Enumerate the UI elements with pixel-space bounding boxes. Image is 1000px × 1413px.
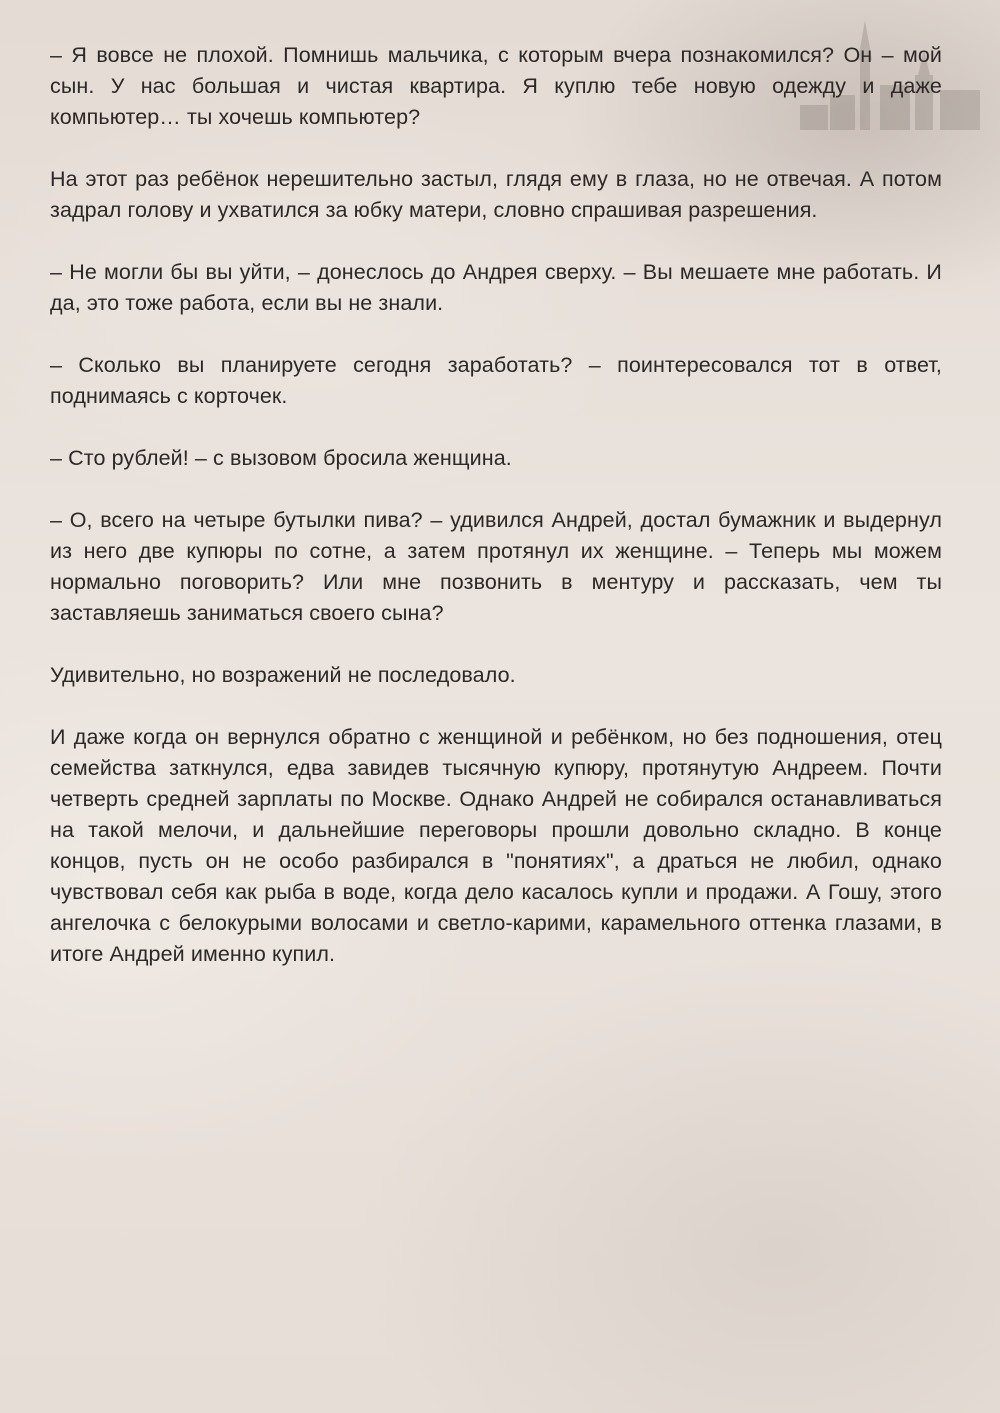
- paragraph-6: – О, всего на четыре бутылки пива? – удивился Андрей, достал бумажник и выдернул из него две купюры по сотне, а затем протянул их женщине. – Теперь мы можем нормально поговорить? Или мне позвонить в ментуру и рассказать, чем ты заставляешь заниматься своего сына?: [50, 508, 942, 625]
- document-page: [50, 40, 942, 1001]
- paragraph-1: – Я вовсе не плохой. Помнишь мальчика, с которым вчера познакомился? Он – мой сын. У нас большая и чистая квартира. Я куплю тебе новую одежду и даже компьютер… ты хочешь компьютер?: [50, 43, 942, 129]
- paragraph-7: Удивительно, но возражений не последовало.: [50, 663, 516, 687]
- paragraph-5: – Сто рублей! – с вызовом бросила женщина.: [50, 446, 512, 470]
- paragraph-4: – Сколько вы планируете сегодня заработать? – поинтересовался тот в ответ, поднимаясь с корточек.: [50, 353, 942, 408]
- paragraph-2: На этот раз ребёнок нерешительно застыл, глядя ему в глаза, но не отвечая. А потом задрал голову и ухватился за юбку матери, словно спрашивая разрешения.: [50, 167, 942, 222]
- paragraph-8: И даже когда он вернулся обратно с женщиной и ребёнком, но без подношения, отец семейства заткнулся, едва завидев тысячную купюру, протянутую Андреем. Почти четверть средней зарплаты по Москве. Однако Андрей не собирался останавливаться на такой мелочи, и дальнейшие переговоры прошли довольно складно. В конце концов, пусть он не особо разбирался в "понятиях", а драться не любил, однако чувствовал себя как рыба в воде, когда дело касалось купли и продажи. А Гошу, этого ангелочка с белокурыми волосами и светло-карими, карамельного оттенка глазами, в итоге Андрей именно купил.: [50, 725, 942, 966]
- paragraph-3: – Не могли бы вы уйти, – донеслось до Андрея сверху. – Вы мешаете мне работать. И да, это тоже работа, если вы не знали.: [50, 260, 942, 315]
